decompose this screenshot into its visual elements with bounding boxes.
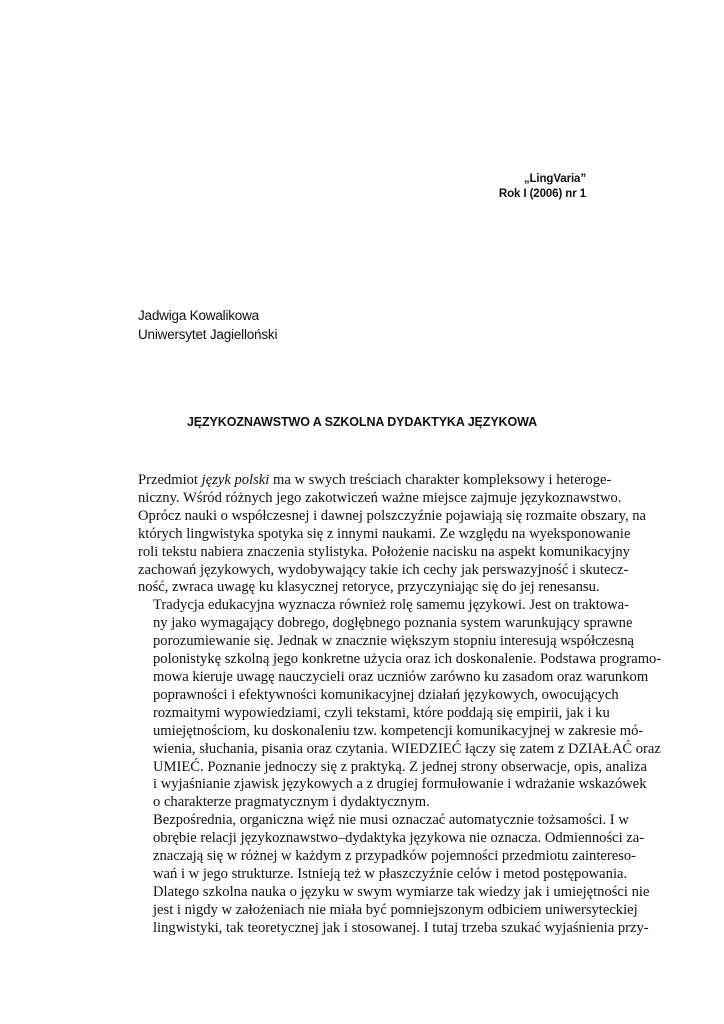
paragraph-1 — [138, 472, 647, 597]
body-line: rozmaitymi wypowiedziami, czyli tekstami, które poddają się empirii, jak i ku — [153, 704, 610, 721]
body-line: jest i nigdy w założeniach nie miała być pomniejszonym odbiciem uniwersyteckiej — [153, 901, 638, 918]
body-line: poprawności i efektywności komunikacyjnej działań językowych, owocujących — [153, 686, 619, 703]
body-line: i wyjaśnianie zjawisk językowych a z drugiej formułowanie i wdrażanie wskazówek — [153, 776, 647, 793]
journal-name: „LingVaria” — [523, 173, 586, 185]
body-line: zachowań językowych, wydobywający takie ich cechy jak perswazyjność i skutecz- — [138, 561, 629, 578]
body-line: UMIEĆ. Poznanie jednoczy się z praktyką. Z jednej strony obserwacje, opis, analiza — [153, 758, 647, 775]
body-line: Dlatego szkolna nauka o języku w swym wymiarze tak wiedzy jak i umiejętności nie — [153, 883, 650, 900]
article-body — [138, 472, 662, 938]
body-line: mowa kieruje uwagę nauczycieli oraz uczniów zarówno ku zasadom oraz warunkom — [153, 668, 649, 685]
body-line: ny jako wymagający dobrego, dogłębnego poznania system warunkujący sprawne — [153, 615, 633, 632]
body-line: niczny. Wśród różnych jego zakotwiczeń ważne miejsce zajmuje językoznawstwo. — [138, 489, 622, 506]
paragraph-2 — [138, 597, 662, 812]
body-line: znaczają się w różnej w każdym z przypadków pojemności przedmiotu zaintereso- — [153, 848, 637, 865]
body-line: których lingwistyka spotyka się z innymi naukami. Ze względu na wyeksponowanie — [138, 525, 631, 542]
journal-header — [499, 172, 586, 202]
body-line: umiejętnościom, ku doskonaleniu tzw. kompetencji komunikacyjnej w zakresie mó- — [153, 722, 644, 739]
emphasis-text: język polski — [201, 472, 270, 488]
body-line: porozumiewanie się. Jednak w znacznie większym stopniu interesują współczesną — [153, 633, 635, 650]
body-line: o charakterze pragmatycznym i dydaktycznym. — [153, 794, 430, 811]
author-affiliation: Uniwersytet Jagielloński — [138, 327, 278, 342]
body-line: wienia, słuchania, pisania oraz czytania. WIEDZIEĆ łączy się zatem z DZIAŁAĆ oraz — [153, 740, 661, 757]
author-block — [138, 306, 277, 344]
body-line: wań i w jego strukturze. Istnieją też w płaszczyźnie celów i metod postępowania. — [153, 865, 628, 882]
article-title: JĘZYKOZNAWSTWO A SZKOLNA DYDAKTYKA JĘZYKOWA — [186, 415, 538, 429]
body-line: Przedmiot język polski ma w swych treściach charakter kompleksowy i heteroge- — [138, 472, 612, 488]
body-line: obrębie relacji językoznawstwo–dydaktyka językowa nie oznacza. Odmienności za- — [153, 830, 645, 847]
paragraph-3 — [138, 812, 650, 937]
journal-issue: Rok I (2006) nr 1 — [498, 188, 586, 200]
author-name: Jadwiga Kowalikowa — [138, 308, 259, 323]
body-line: ność, zwraca uwagę ku klasycznej retoryce, przyczyniając się do jej renesansu. — [138, 579, 600, 596]
body-line: Tradycja edukacyjna wyznacza również rolę samemu językowi. Jest on traktowa- — [153, 597, 630, 614]
body-line: Bezpośrednia, organiczna więź nie musi oznaczać automatycznie tożsamości. I w — [153, 812, 629, 829]
body-line: lingwistyki, tak teoretycznej jak i stosowanej. I tutaj trzeba szukać wyjaśnienia przy- — [153, 919, 649, 936]
body-line: polonistykę szkolną jego konkretne użycia oraz ich doskonalenie. Podstawa programo- — [153, 651, 662, 668]
body-line: roli tekstu nabiera znaczenia stylistyka. Położenie nacisku na aspekt komunikacyjny — [138, 543, 630, 560]
body-line: Oprócz nauki o współczesnej i dawnej polszczyźnie pojawiają się rozmaite obszary, na — [138, 507, 647, 524]
